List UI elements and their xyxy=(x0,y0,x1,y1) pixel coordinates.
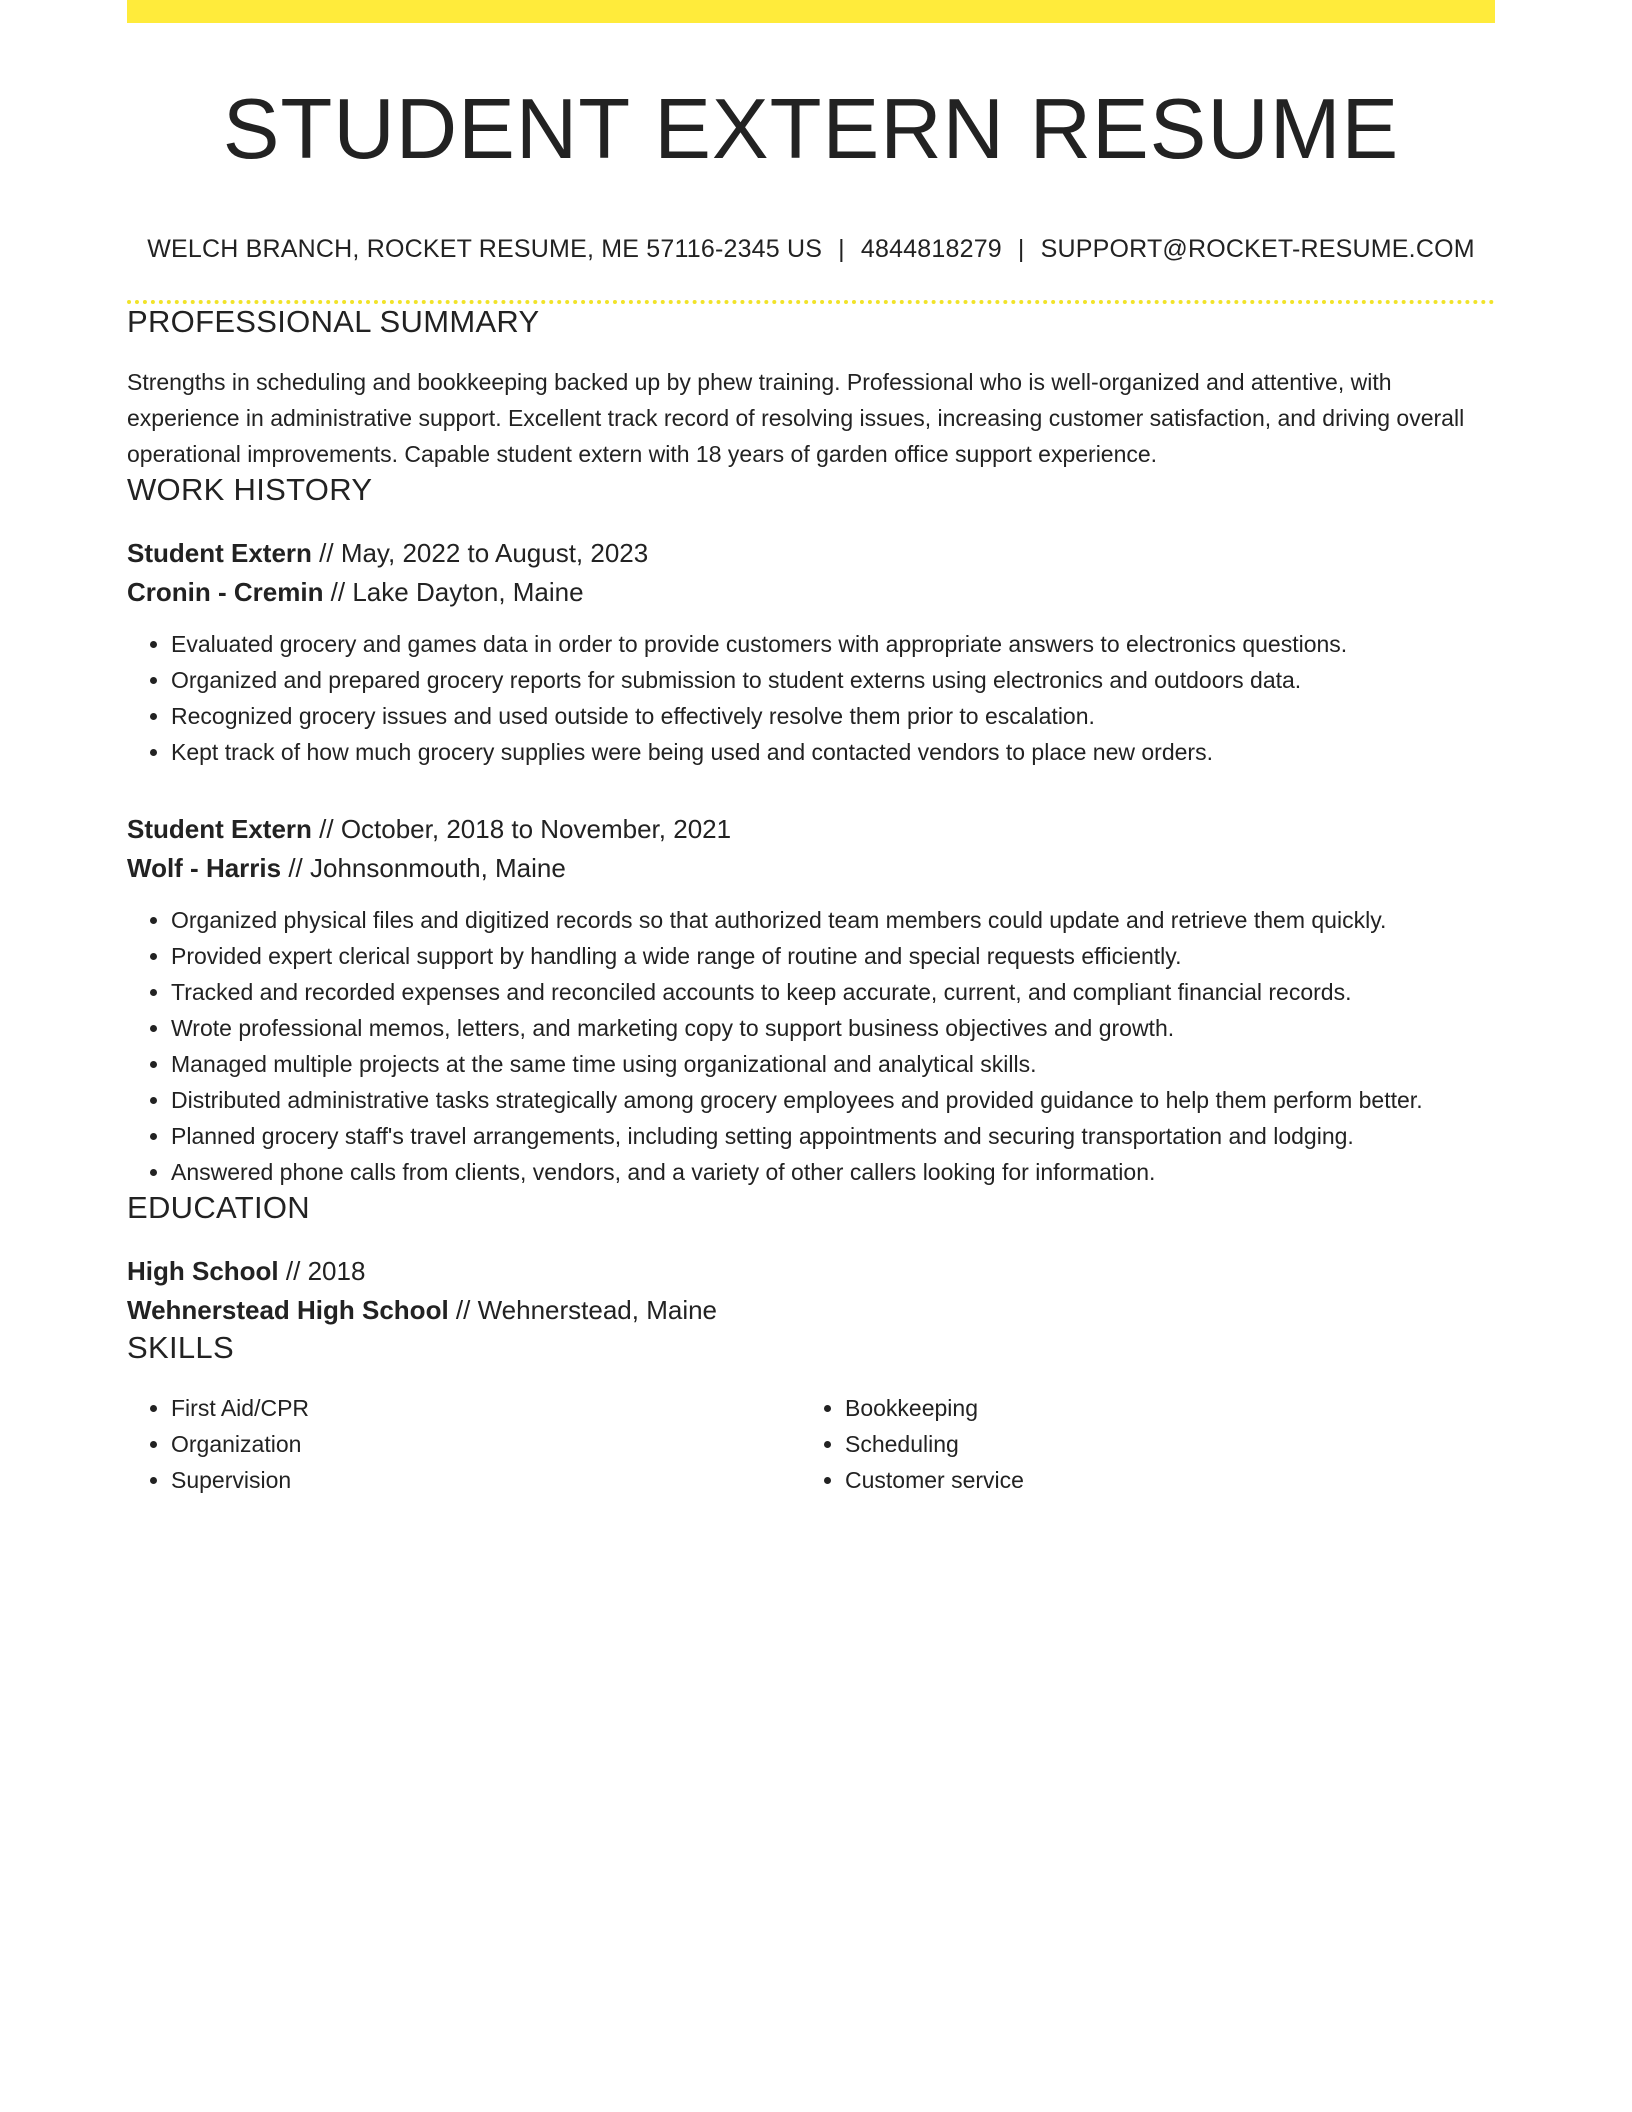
job-role-line xyxy=(127,810,1495,849)
skill-item: • Bookkeeping xyxy=(845,1390,1475,1426)
job-bullets xyxy=(127,902,1495,1190)
job-bullets xyxy=(127,626,1495,770)
job-bullet: • Managed multiple projects at the same time using organizational and analytical skills. xyxy=(171,1046,1495,1082)
education-degree-line xyxy=(127,1252,1495,1291)
education-entry xyxy=(127,1252,1495,1330)
job-bullet: • Wrote professional memos, letters, and marketing copy to support business objectives and growth. xyxy=(171,1010,1495,1046)
job-bullet: • Provided expert clerical support by handling a wide range of routine and special requests efficiently. xyxy=(171,938,1495,974)
skills-list xyxy=(127,1390,1495,1498)
education-year: // 2018 xyxy=(278,1255,366,1286)
education-location: // Wehnerstead, Maine xyxy=(448,1294,718,1325)
contact-email: SUPPORT@ROCKET-RESUME.COM xyxy=(1040,234,1475,263)
skill-item: • Organization xyxy=(171,1426,801,1462)
education-school-line xyxy=(127,1291,1495,1330)
accent-top-bar xyxy=(127,0,1495,23)
job-location: // Johnsonmouth, Maine xyxy=(281,852,566,883)
job-role: Student Extern xyxy=(127,537,312,568)
skills-column-right xyxy=(801,1390,1475,1498)
skill-item: • Scheduling xyxy=(845,1426,1475,1462)
job-dates: // October, 2018 to November, 2021 xyxy=(311,813,732,844)
skill-item: • First Aid/CPR xyxy=(171,1390,801,1426)
summary-heading: PROFESSIONAL SUMMARY xyxy=(127,303,540,339)
resume-page xyxy=(127,0,1495,1498)
summary-text: Strengths in scheduling and bookkeeping backed up by phew training. Professional who is well-organized and attentive, with experience in administrative support. Excellent track record of resolving issues, increasing customer satisfaction, and driving overall operational improvements. Capable student extern with 18 years of garden office support experience. xyxy=(127,368,1465,467)
resume-title: STUDENT EXTERN RESUME xyxy=(222,82,1400,177)
education-degree: High School xyxy=(127,1255,279,1286)
contact-separator: | xyxy=(1017,234,1025,263)
job-bullet: • Tracked and recorded expenses and reconciled accounts to keep accurate, current, and compliant financial records. xyxy=(171,974,1495,1010)
job-dates: // May, 2022 to August, 2023 xyxy=(311,537,649,568)
education-school: Wehnerstead High School xyxy=(127,1294,449,1325)
job-bullet: • Planned grocery staff's travel arrangements, including setting appointments and securing transportation and lodging. xyxy=(171,1118,1495,1154)
job-company-line xyxy=(127,573,1495,612)
job-bullet: • Evaluated grocery and games data in order to provide customers with appropriate answers to electronics questions. xyxy=(171,626,1495,662)
job-bullet: • Kept track of how much grocery supplies were being used and contacted vendors to place new orders. xyxy=(171,734,1495,770)
job-company: Wolf - Harris xyxy=(127,852,282,883)
job-bullet: • Recognized grocery issues and used outside to effectively resolve them prior to escalation. xyxy=(171,698,1495,734)
job-role-line xyxy=(127,534,1495,573)
job-company-line xyxy=(127,849,1495,888)
job-role: Student Extern xyxy=(127,813,312,844)
contact-separator: | xyxy=(838,234,845,263)
job-bullet: • Answered phone calls from clients, vendors, and a variety of other callers looking for information. xyxy=(171,1154,1495,1190)
job-location: // Lake Dayton, Maine xyxy=(323,576,584,607)
job-entry xyxy=(127,534,1495,770)
work-history-heading: WORK HISTORY xyxy=(127,471,373,507)
job-bullet: • Distributed administrative tasks strategically among grocery employees and provided guidance to help them perform better. xyxy=(171,1082,1495,1118)
job-entry xyxy=(127,810,1495,1190)
job-bullet: • Organized physical files and digitized records so that authorized team members could update and retrieve them quickly. xyxy=(171,902,1495,938)
skill-item: • Customer service xyxy=(845,1462,1475,1498)
contact-address: WELCH BRANCH, ROCKET RESUME, ME 57116-2345 US xyxy=(147,234,823,263)
contact-phone: 4844818279 xyxy=(860,234,1002,263)
skill-item: • Supervision xyxy=(171,1462,801,1498)
job-company: Cronin - Cremin xyxy=(127,576,324,607)
education-heading: EDUCATION xyxy=(127,1189,310,1225)
skills-column-left xyxy=(127,1390,801,1498)
contact-line xyxy=(127,235,1495,264)
skills-heading: SKILLS xyxy=(127,1329,234,1365)
job-bullet: • Organized and prepared grocery reports for submission to student externs using electronics and outdoors data. xyxy=(171,662,1495,698)
